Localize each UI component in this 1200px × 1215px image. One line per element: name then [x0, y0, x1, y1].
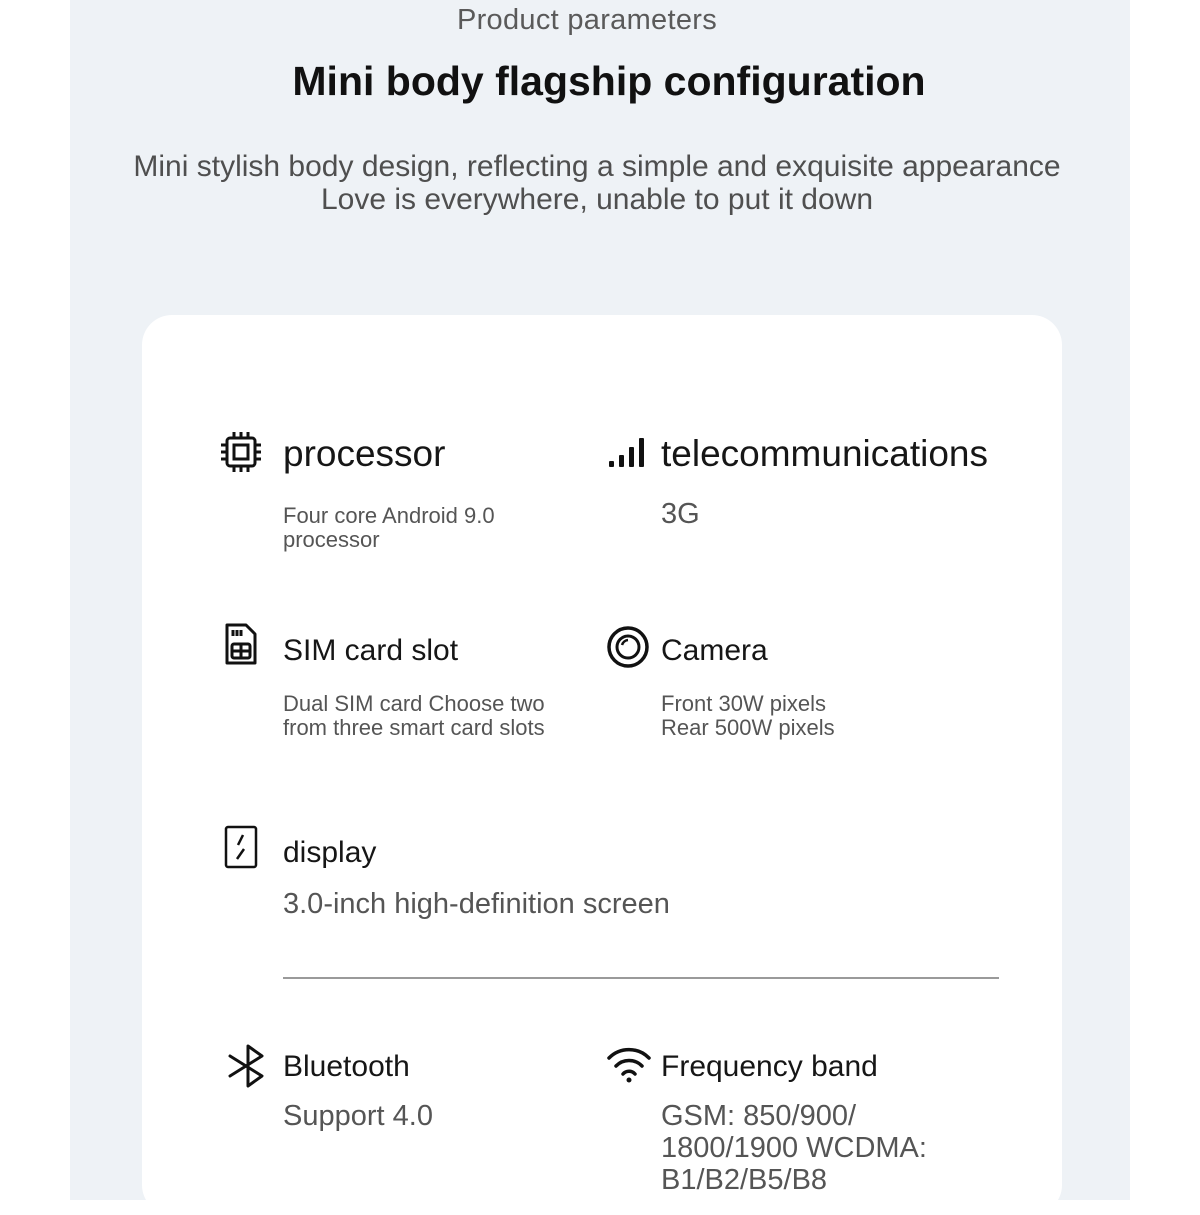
spec-desc-camera: [661, 692, 835, 740]
page-subtitle: [0, 150, 1194, 216]
spec-desc-line: GSM: 850/900/: [661, 1100, 857, 1132]
spec-desc-frequency: [661, 1100, 927, 1196]
spec-desc-line: Front 30W pixels: [661, 691, 827, 716]
processor-chip-icon: [219, 430, 263, 474]
spec-desc-bluetooth: [283, 1100, 433, 1132]
spec-desc-line: processor: [283, 527, 380, 552]
spec-desc-line: Support 4.0: [283, 1100, 433, 1132]
page-title: Mini body flagship configuration: [292, 58, 926, 104]
spec-desc-line: Four core Android 9.0: [283, 503, 495, 528]
spec-desc-line: 3.0-inch high-definition screen: [283, 888, 670, 920]
spec-title-camera: Camera: [661, 634, 768, 667]
wifi-icon: [605, 1045, 653, 1085]
spec-title-display: display: [283, 836, 377, 869]
section-eyebrow: Product parameters: [456, 4, 718, 36]
spec-desc-line: from three smart card slots: [283, 715, 545, 740]
spec-desc-display: [283, 888, 670, 920]
spec-desc-processor: [283, 504, 495, 552]
subtitle-line: Love is everywhere, unable to put it down: [321, 183, 873, 216]
spec-desc-line: 1800/1900 WCDMA:: [661, 1132, 927, 1164]
section-divider: [283, 977, 999, 979]
bluetooth-icon: [226, 1044, 270, 1088]
spec-title-processor: processor: [283, 433, 446, 474]
camera-lens-icon: [606, 625, 650, 669]
subtitle-line: Mini stylish body design, reflecting a simple and exquisite appearance: [133, 150, 1061, 183]
display-screen-icon: [224, 825, 258, 869]
sim-card-icon: [224, 622, 258, 666]
spec-desc-sim: [283, 692, 545, 740]
spec-desc-telecom: [661, 498, 700, 530]
spec-desc-line: 3G: [661, 498, 700, 530]
signal-bars-icon: [607, 437, 649, 469]
spec-title-sim: SIM card slot: [283, 634, 459, 667]
spec-desc-line: Dual SIM card Choose two: [283, 691, 545, 716]
spec-desc-line: Rear 500W pixels: [661, 715, 835, 740]
spec-title-telecom: telecommunications: [661, 433, 988, 474]
spec-title-bluetooth: Bluetooth: [283, 1050, 410, 1083]
spec-desc-line: B1/B2/B5/B8: [661, 1164, 828, 1196]
spec-title-frequency: Frequency band: [661, 1050, 878, 1083]
